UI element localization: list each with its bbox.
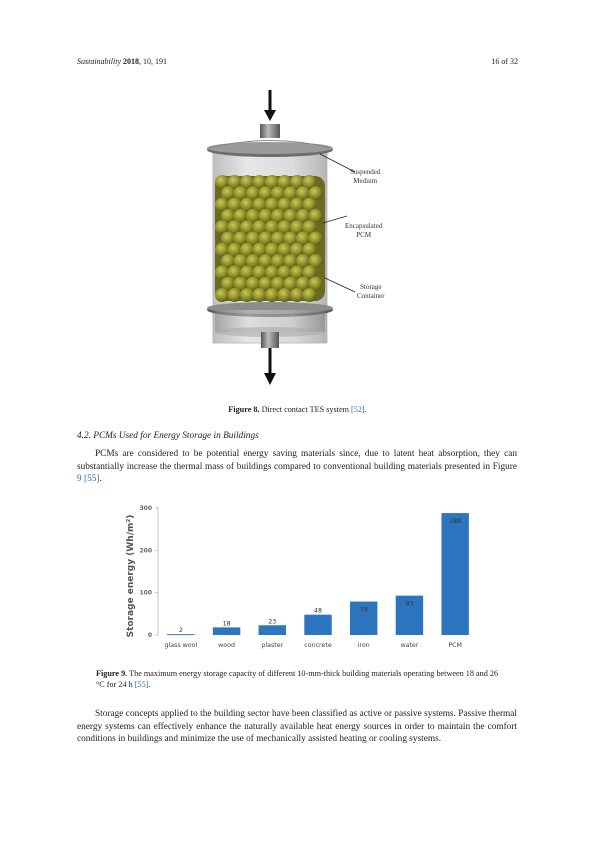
figure-8-illustration xyxy=(195,88,405,393)
x-category-label: glass wool xyxy=(164,642,198,649)
bar-pcm xyxy=(441,513,468,635)
bar-chart-svg xyxy=(110,498,482,658)
ref-52-link[interactable]: [52] xyxy=(351,405,365,414)
pcm-capsule xyxy=(303,288,317,302)
y-tick-label: 100 xyxy=(139,589,152,597)
y-tick-label: 300 xyxy=(139,505,152,512)
section-heading: 4.2. PCMs Used for Energy Storage in Buildings xyxy=(77,431,259,441)
data-label: 18 xyxy=(222,620,231,628)
page-number: 16 of 32 xyxy=(491,57,518,66)
bar-plaster xyxy=(259,625,286,635)
data-label: 2 xyxy=(178,627,183,635)
journal-volume: , 10, 191 xyxy=(139,57,167,66)
y-tick-label: 0 xyxy=(147,632,152,639)
x-category-label: PCM xyxy=(448,642,462,649)
label-storage-container: Storage Container xyxy=(357,283,385,300)
y-axis-title: Storage energy (Wh/m²) xyxy=(126,514,136,638)
y-tick-label: 200 xyxy=(139,547,152,555)
journal-name: Sustainability xyxy=(77,57,121,66)
figure-8-caption: Figure 8. Direct contact TES system [52]. xyxy=(228,405,367,414)
x-category-label: iron xyxy=(357,642,370,649)
x-category-label: concrete xyxy=(304,642,332,649)
figure-9-link[interactable]: 9 xyxy=(77,474,82,485)
data-label: 288 xyxy=(449,518,462,526)
data-label: 23 xyxy=(268,618,277,626)
data-label: 48 xyxy=(313,607,323,615)
pcm-capsule xyxy=(240,288,254,302)
bar-glass-wool xyxy=(167,634,194,635)
journal-year: 2018 xyxy=(123,57,139,66)
figure-8-caption-label: Figure 8. xyxy=(228,405,260,414)
figure-8-caption-text: Direct contact TES system xyxy=(259,405,352,414)
pcm-capsules xyxy=(215,175,325,302)
figure-9-chart xyxy=(110,498,482,658)
figure-9-caption: Figure 9. The maximum energy storage capacity of different 10-mm-thick building materials operating between 18 and 26 °C for 24 h [55]. xyxy=(96,669,499,689)
pcm-capsule xyxy=(290,288,304,302)
pcm-capsule xyxy=(253,288,267,302)
ref-55-link[interactable]: [55] xyxy=(83,474,100,485)
data-label: 79 xyxy=(359,606,368,614)
ref-55-caption-link[interactable]: [55] xyxy=(134,680,149,689)
x-category-label: plaster xyxy=(261,642,284,649)
x-category-label: wood xyxy=(218,642,236,649)
pcm-capsule xyxy=(215,288,229,302)
paragraph-pcms: PCMs are considered to be potential energy saving materials since, due to latent heat absorption, they can substantially increase the thermal mass of buildings compared to conventional building materials presented in Figure 9 [55]. xyxy=(77,449,517,485)
label-encapsulated-pcm: Encapsulated PCM xyxy=(345,222,383,239)
figure-9-caption-label: Figure 9. xyxy=(96,669,128,678)
figure-9-caption-text: The maximum energy storage capacity of different 10-mm-thick building materials operating between 18 and 26 °C for 24 h xyxy=(96,669,499,689)
x-category-label: water xyxy=(400,642,419,649)
tes-container-drawing xyxy=(195,88,405,393)
label-suspended-medium: Suspended Medium xyxy=(350,168,381,185)
bar-concrete xyxy=(304,615,331,635)
data-label: 93 xyxy=(405,600,414,608)
pcm-capsule xyxy=(278,288,292,302)
pcm-capsule xyxy=(228,288,242,302)
paragraph-storage-concepts: Storage concepts applied to the building sector have been classified as active or passive systems. Passive thermal energy systems can effectively enhance the naturally available heat energy sources in order to maintain the comfort conditions in buildings and minimize the use of mechanically assisted heating or cooling systems. xyxy=(77,709,517,745)
pcm-capsule xyxy=(265,288,279,302)
running-header-citation xyxy=(77,57,167,66)
bar-wood xyxy=(213,627,240,635)
